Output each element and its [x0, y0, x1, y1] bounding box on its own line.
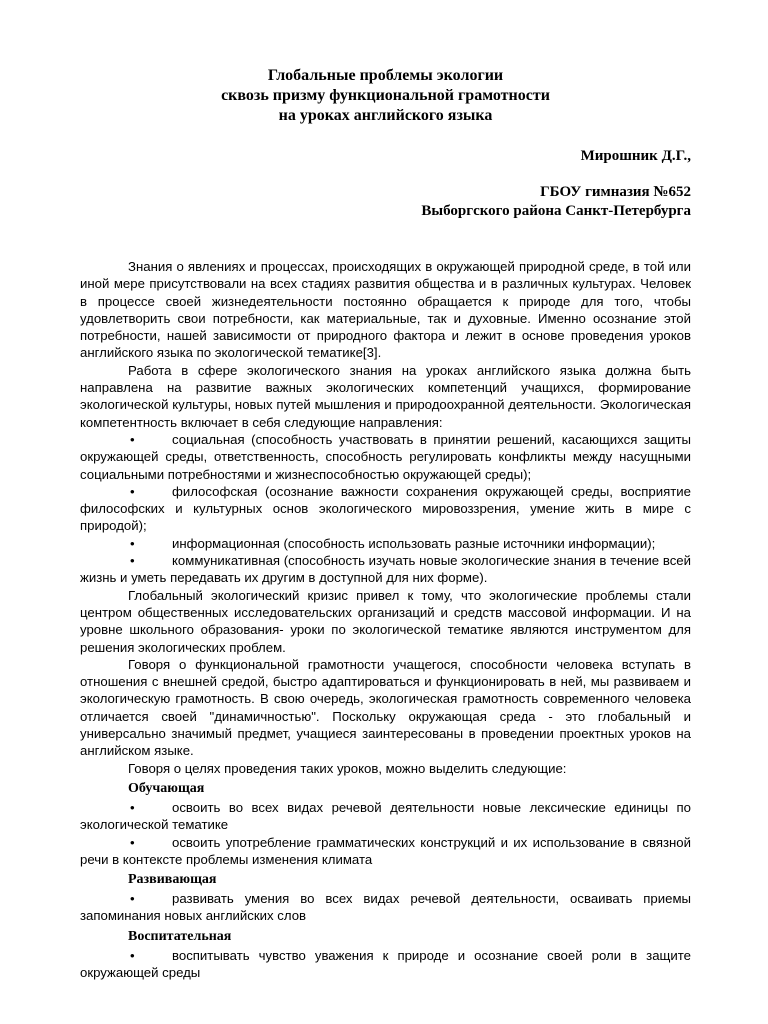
list-item	[80, 431, 691, 483]
bullet-icon: •	[130, 431, 135, 447]
author-org-line-1: ГБОУ гимназия №652	[540, 184, 691, 200]
list-item-text: социальная (способность участвовать в принятии решений, касающихся защиты окружающей среды, ответственность, способность регулировать конфликты между насущными социальными потребностями и жизнеспособностью окружающей среды);	[80, 431, 691, 482]
paragraph: Знания о явлениях и процессах, происходящих в окружающей природной среде, в той или иной мере присутствовали на всех стадиях развития общества и в различных культурах. Человек в процессе своей жизнедеятельности постоянно обращается к природе для того, чтобы удовлетворить свои потребности, как материальные, так и духовные. Именно осознание этой потребности, нашей зависимости от природного фактора и лежит в основе проведения уроков английского языка по экологической тематике[3].	[80, 259, 691, 361]
document-body	[80, 258, 691, 981]
author-block	[80, 147, 691, 221]
bullet-icon: •	[130, 834, 135, 850]
list-item-text: развивать умения во всех видах речевой деятельности, осваивать приемы запоминания новых английских слов	[80, 891, 691, 924]
list-item-text: освоить во всех видах речевой деятельности новые лексические единицы по экологической тематике	[80, 799, 691, 833]
bullet-icon: •	[130, 891, 135, 907]
author-org-line-2: Выборгского района Санкт-Петербурга	[421, 203, 691, 219]
title-line-2: сквозь призму функциональной грамотности	[221, 87, 550, 104]
document-title	[80, 66, 691, 126]
list-item-text: коммуникативная (способность изучать новые экологические знания в течение всей жизнь и уметь передавать их другим в доступной для них форме).	[80, 553, 691, 586]
paragraph: Глобальный экологический кризис привел к тому, что экологические проблемы стали центром общественных исследовательских организаций и средств массовой информации. И на уровне школьного образования- уроки по экологической тематике являются инструментом для решения экологических проблем.	[80, 587, 691, 655]
paragraph: Говоря о функциональной грамотности учащегося, способности человека вступать в отношения с внешней средой, быстро адаптироваться и функционировать в ней, мы развиваем и экологическую грамотность. В свою очередь, экологическая грамотность современного человека отличается своей "динамичностью". Поскольку окружающая среда - это глобальный и универсально значимый предмет, учащиеся заинтересованы в проведении проектных уроков на английском языке.	[80, 656, 691, 759]
goal-heading-educating: Воспитательная	[128, 928, 232, 944]
title-line-3: на уроках английского языка	[278, 107, 493, 124]
list-item-text: освоить употребление грамматических конструкций и их использование в связной речи в контексте проблемы изменения климата	[80, 834, 691, 867]
paragraph: Говоря о целях проведения таких уроков, можно выделить следующие:	[128, 760, 567, 776]
list-item	[80, 552, 691, 587]
list-item	[80, 535, 691, 552]
list-item	[80, 890, 691, 925]
list-item-text: воспитывать чувство уважения к природе и осознание своей роли в защите окружающей среды	[80, 947, 691, 980]
title-line-1: Глобальные проблемы экологии	[267, 67, 504, 84]
bullet-icon: •	[130, 535, 135, 551]
list-item	[80, 799, 691, 834]
goal-heading-developing: Развивающая	[128, 872, 217, 888]
bullet-icon: •	[130, 553, 135, 569]
goal-heading-teaching: Обучающая	[128, 780, 205, 796]
bullet-icon: •	[130, 947, 135, 963]
list-item-text: информационная (способность использовать разные источники информации);	[172, 535, 656, 551]
list-item	[80, 483, 691, 535]
author-name: Мирошник Д.Г.,	[580, 148, 691, 164]
list-item-text: философская (осознание важности сохранения окружающей среды, восприятие философских и культурных основ экологического мировоззрения, умение жить в мире с природой);	[80, 483, 691, 534]
list-item	[80, 834, 691, 869]
paragraph: Работа в сфере экологического знания на уроках английского языка должна быть направлена на развитие важных экологических компетенций учащихся, формирование экологической культуры, новых путей мышления и природоохранной деятельности. Экологическая компетентность включает в себя следующие направления:	[80, 362, 691, 430]
bullet-icon: •	[130, 483, 135, 499]
list-item	[80, 947, 691, 982]
bullet-icon: •	[130, 799, 135, 815]
